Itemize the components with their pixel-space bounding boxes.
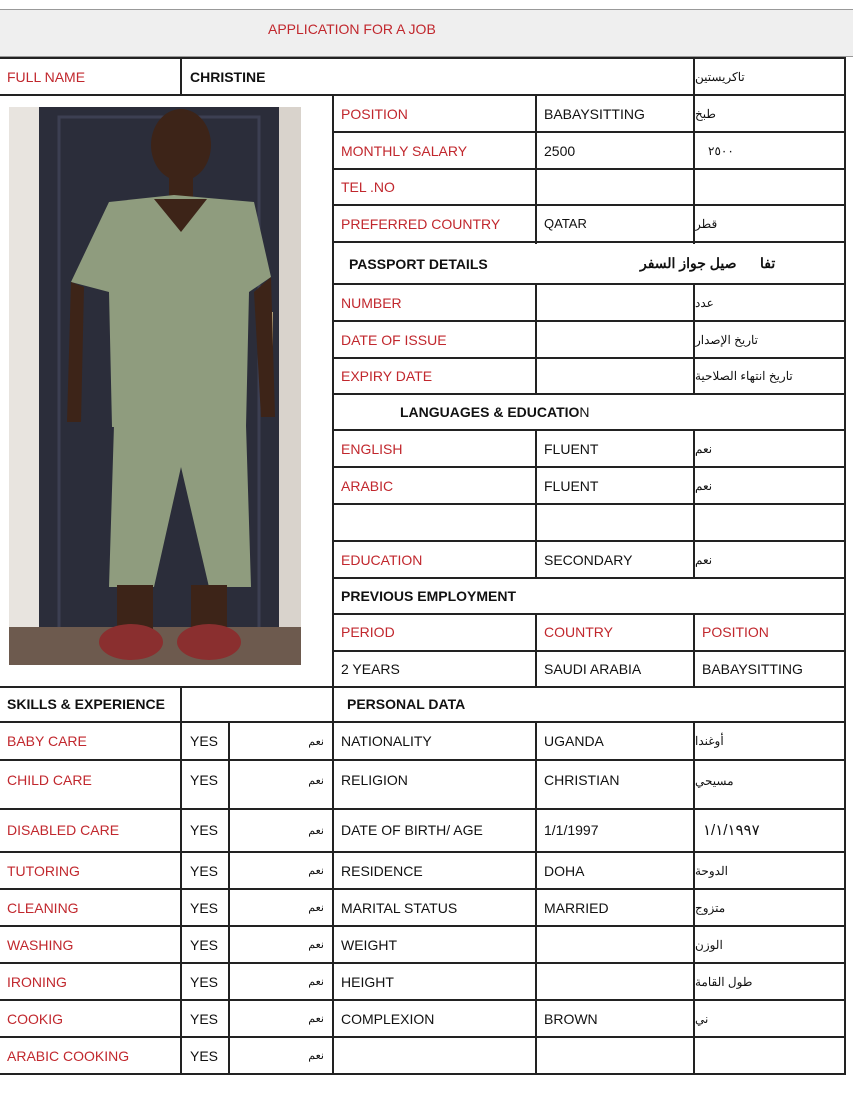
personal-label: MARITAL STATUS	[341, 899, 458, 916]
languages-heading-tail: N	[579, 404, 590, 420]
position-column-header: POSITION	[702, 624, 769, 640]
personal-arabic: الوزن	[695, 937, 723, 952]
personal-value: UGANDA	[544, 733, 604, 749]
full-name-label: FULL NAME	[7, 68, 86, 85]
personal-value: DOHA	[544, 862, 585, 879]
skill-value: YES	[190, 1047, 219, 1064]
employment-period: 2 YEARS	[341, 661, 400, 677]
personal-arabic: الدوحة	[695, 863, 728, 878]
grid-line	[693, 721, 695, 1075]
passport-number-arabic: عدد	[695, 295, 714, 310]
employment-country: SAUDI ARABIA	[544, 661, 642, 677]
tel-arabic	[695, 169, 845, 205]
country-column-header: COUNTRY	[544, 624, 613, 640]
personal-label: HEIGHT	[341, 973, 394, 990]
skill-arabic: نعم	[308, 865, 324, 877]
grid-line	[332, 393, 845, 395]
grid-line	[0, 1073, 845, 1075]
period-column-header: PERIOD	[341, 624, 395, 640]
skill-value: YES	[190, 772, 219, 788]
personal-value: CHRISTIAN	[544, 772, 620, 788]
grid-line	[332, 283, 845, 285]
skill-arabic: نعم	[308, 775, 324, 787]
personal-label: COMPLEXION	[341, 1010, 435, 1027]
english-label: ENGLISH	[341, 440, 403, 457]
education-label: EDUCATION	[341, 551, 423, 568]
passport-heading-arabic: صيل جواز السفر	[640, 255, 737, 271]
grid-line	[535, 94, 537, 244]
grid-line	[332, 94, 334, 1075]
preferred-country-arabic: قطر	[695, 216, 718, 231]
skill-label: DISABLED CARE	[7, 822, 120, 838]
salary-label: MONTHLY SALARY	[341, 142, 468, 159]
tel-label: TEL .NO	[341, 179, 395, 195]
english-value: FLUENT	[544, 440, 599, 457]
personal-value: 1/1/1997	[544, 822, 599, 838]
passport-number-value	[537, 284, 693, 321]
grid-line	[535, 429, 537, 578]
issue-date-arabic: تاريخ الإصدار	[695, 332, 759, 347]
personal-label: RELIGION	[341, 772, 408, 788]
grid-line	[693, 94, 695, 244]
skill-label: BABY CARE	[7, 733, 87, 749]
skills-heading: SKILLS & EXPERIENCE	[7, 696, 165, 712]
full-name-arabic: تاكريستين	[695, 69, 745, 84]
grid-line	[0, 962, 845, 964]
passport-heading: PASSPORT DETAILS	[349, 255, 488, 272]
arabic-language-value: FLUENT	[544, 477, 599, 494]
expiry-date-arabic: تاريخ انتهاء الصلاحية	[695, 369, 793, 383]
grid-line	[0, 808, 845, 810]
skill-arabic: نعم	[308, 1013, 324, 1025]
personal-label: WEIGHT	[341, 936, 397, 953]
skill-label: WASHING	[7, 936, 74, 953]
personal-arabic: ني	[695, 1011, 709, 1026]
personal-value	[537, 963, 693, 1000]
grid-line	[535, 613, 537, 687]
grid-line	[332, 650, 845, 652]
skill-value: YES	[190, 822, 219, 838]
grid-line	[332, 320, 845, 322]
grid-line	[180, 57, 182, 95]
personal-data-heading: PERSONAL DATA	[347, 696, 466, 712]
english-arabic: نعم	[695, 441, 713, 456]
salary-arabic: ٢٥٠٠	[708, 143, 734, 158]
passport-number-label: NUMBER	[341, 294, 402, 311]
grid-line	[332, 241, 845, 243]
position-arabic: طبخ	[695, 106, 716, 121]
personal-value: MARRIED	[544, 899, 609, 916]
grid-line	[693, 429, 695, 578]
skill-value: YES	[190, 862, 219, 879]
languages-heading-main: LANGUAGES & EDUCATIO	[400, 404, 580, 420]
issue-date-label: DATE OF ISSUE	[341, 331, 447, 348]
employment-position: BABAYSITTING	[702, 661, 803, 677]
skill-arabic: نعم	[308, 939, 324, 951]
personal-label: DATE OF BIRTH/ AGE	[341, 822, 483, 838]
grid-line	[332, 613, 845, 615]
grid-line	[0, 759, 845, 761]
passport-heading-arabic-2: تفا	[760, 255, 776, 271]
personal-value	[537, 1037, 693, 1074]
grid-line	[535, 721, 537, 1075]
grid-line	[0, 925, 845, 927]
skill-arabic: نعم	[308, 824, 324, 837]
grid-line	[0, 57, 845, 59]
expiry-date-label: EXPIRY DATE	[341, 368, 433, 384]
full-name-value: CHRISTINE	[190, 68, 266, 85]
grid-line	[0, 888, 845, 890]
skill-arabic: نعم	[308, 1050, 324, 1062]
grid-line	[332, 503, 845, 505]
skill-arabic: نعم	[308, 735, 324, 748]
page-title: APPLICATION FOR A JOB	[268, 21, 436, 37]
personal-label: NATIONALITY	[341, 733, 432, 749]
education-arabic: نعم	[695, 552, 713, 567]
grid-line	[693, 283, 695, 394]
previous-employment-heading: PREVIOUS EMPLOYMENT	[341, 588, 517, 604]
arabic-language-arabic: نعم	[695, 478, 713, 493]
grid-line	[844, 57, 846, 1075]
grid-line	[693, 57, 695, 95]
grid-line	[0, 94, 845, 96]
preferred-country-label: PREFERRED COUNTRY	[341, 215, 501, 232]
grid-line	[332, 131, 845, 133]
personal-value: BROWN	[544, 1010, 598, 1027]
grid-line	[0, 1036, 845, 1038]
skill-arabic: نعم	[308, 902, 324, 914]
skill-value: YES	[190, 973, 219, 990]
education-value: SECONDARY	[544, 551, 633, 568]
skill-label: TUTORING	[7, 862, 80, 879]
skill-label: CLEANING	[7, 899, 79, 916]
skill-value: YES	[190, 936, 219, 953]
grid-line	[535, 283, 537, 394]
personal-arabic	[695, 1037, 845, 1074]
arabic-language-label: ARABIC	[341, 477, 394, 494]
grid-line	[332, 466, 845, 468]
personal-arabic: ١/١/١٩٩٧	[703, 822, 760, 839]
skill-arabic: نعم	[308, 976, 324, 988]
grid-line	[0, 721, 845, 723]
grid-line	[332, 168, 845, 170]
expiry-date-value	[537, 358, 693, 394]
preferred-country-value: QATAR	[544, 216, 587, 231]
skill-label: ARABIC COOKING	[7, 1047, 130, 1064]
applicant-photo	[9, 107, 301, 665]
skill-label: COOKIG	[7, 1010, 64, 1027]
grid-line	[693, 613, 695, 687]
tel-value	[537, 169, 693, 205]
skill-value: YES	[190, 899, 219, 916]
skill-label: CHILD CARE	[7, 772, 92, 788]
grid-line	[332, 540, 845, 542]
grid-line	[332, 577, 845, 579]
position-label: POSITION	[341, 105, 408, 122]
personal-label	[334, 1037, 534, 1074]
personal-value	[537, 926, 693, 963]
grid-line	[180, 686, 182, 1075]
grid-line	[0, 999, 845, 1001]
salary-value: 2500	[544, 142, 576, 159]
issue-date-value	[537, 321, 693, 358]
skill-label: IRONING	[7, 973, 67, 990]
personal-arabic: طول القامة	[695, 974, 753, 989]
skill-value: YES	[190, 1010, 219, 1027]
grid-line	[332, 357, 845, 359]
languages-heading	[400, 394, 700, 430]
grid-line	[0, 686, 845, 688]
grid-line	[228, 721, 230, 1075]
grid-line	[0, 851, 845, 853]
grid-line	[332, 204, 845, 206]
personal-arabic: متزوج	[695, 900, 726, 915]
grid-line	[332, 429, 845, 431]
personal-arabic: أوغندا	[695, 734, 724, 748]
personal-arabic: مسيحي	[695, 774, 734, 788]
personal-label: RESIDENCE	[341, 862, 423, 879]
position-value: BABAYSITTING	[544, 105, 645, 122]
skill-value: YES	[190, 733, 219, 749]
